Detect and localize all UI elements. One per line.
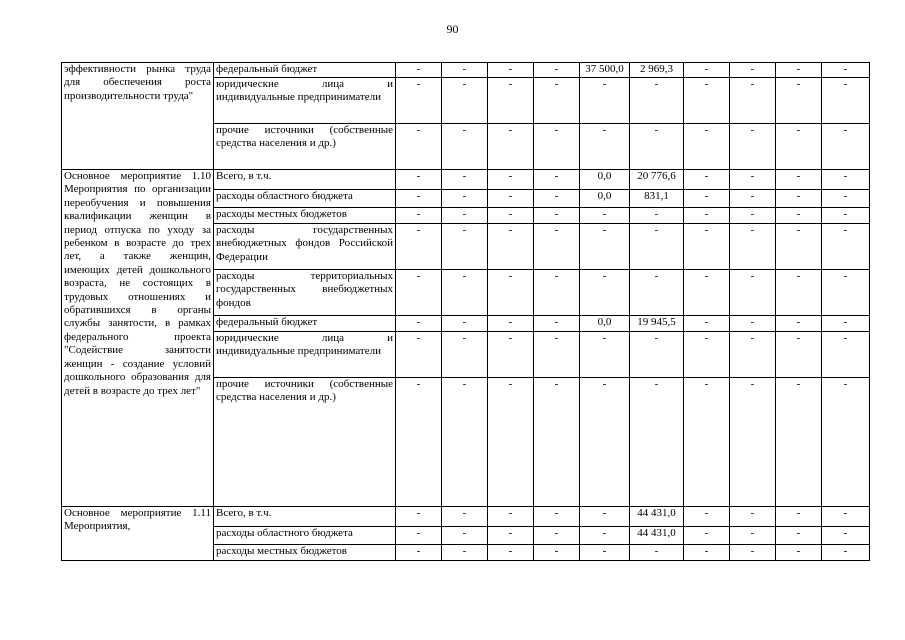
funding-source-cell: Всего, в т.ч. xyxy=(214,170,396,190)
funding-source-cell: расходы областного бюджета xyxy=(214,190,396,208)
value-cell: - xyxy=(488,378,534,507)
value-cell: 19 945,5 xyxy=(630,316,684,332)
value-cell: - xyxy=(684,316,730,332)
value-cell: - xyxy=(630,332,684,378)
value-cell: - xyxy=(442,378,488,507)
value-cell: - xyxy=(488,170,534,190)
value-cell: 2 969,3 xyxy=(630,63,684,78)
value-cell: - xyxy=(776,332,822,378)
object-cell: Основное мероприятие 1.11 Мероприятия, xyxy=(62,507,214,561)
value-cell: - xyxy=(776,170,822,190)
value-cell: - xyxy=(822,124,870,170)
value-cell: - xyxy=(488,190,534,208)
value-cell: - xyxy=(822,507,870,527)
value-cell: - xyxy=(580,527,630,545)
value-cell: - xyxy=(822,190,870,208)
value-cell: - xyxy=(630,124,684,170)
value-cell: - xyxy=(776,190,822,208)
value-cell: - xyxy=(822,224,870,270)
value-cell: - xyxy=(442,124,488,170)
value-cell: - xyxy=(730,270,776,316)
table-row xyxy=(62,507,870,527)
value-cell: 44 431,0 xyxy=(630,527,684,545)
value-cell: 831,1 xyxy=(630,190,684,208)
value-cell: - xyxy=(534,527,580,545)
value-cell: - xyxy=(822,316,870,332)
value-cell: - xyxy=(630,78,684,124)
value-cell: - xyxy=(684,378,730,507)
value-cell: - xyxy=(580,224,630,270)
value-cell: - xyxy=(630,378,684,507)
value-cell: - xyxy=(534,78,580,124)
value-cell: - xyxy=(580,78,630,124)
value-cell: - xyxy=(822,545,870,561)
value-cell: - xyxy=(534,208,580,224)
funding-source-cell: расходы местных бюджетов xyxy=(214,208,396,224)
value-cell: - xyxy=(442,208,488,224)
value-cell: - xyxy=(730,224,776,270)
value-cell: - xyxy=(488,270,534,316)
value-cell: - xyxy=(776,378,822,507)
value-cell: - xyxy=(684,332,730,378)
value-cell: - xyxy=(396,527,442,545)
value-cell: - xyxy=(580,507,630,527)
object-cell: Основное мероприятие 1.10 Мероприятия по организации переобучения и повышения квалификации женщин в период отпуска по уходу за ребенком в возрасте до трех лет, а также женщин, имеющих детей дошкольного возраста, не состоящих в трудовых отношениях и обратившихся в органы службы занятости, в рамках федерального проекта "Содействие занятости женщин - создание условий дошкольного образования для детей в возрасте до трех лет" xyxy=(62,170,214,507)
value-cell: - xyxy=(730,545,776,561)
value-cell: - xyxy=(776,527,822,545)
value-cell: - xyxy=(580,332,630,378)
value-cell: - xyxy=(534,332,580,378)
value-cell: - xyxy=(442,270,488,316)
funding-source-cell: федеральный бюджет xyxy=(214,316,396,332)
value-cell: - xyxy=(442,507,488,527)
value-cell: - xyxy=(580,124,630,170)
value-cell: - xyxy=(396,316,442,332)
value-cell: - xyxy=(534,124,580,170)
value-cell: - xyxy=(730,190,776,208)
value-cell: - xyxy=(396,332,442,378)
value-cell: - xyxy=(730,332,776,378)
table-row xyxy=(62,63,870,78)
value-cell: - xyxy=(822,63,870,78)
value-cell: - xyxy=(684,124,730,170)
value-cell: - xyxy=(684,507,730,527)
value-cell: - xyxy=(776,316,822,332)
value-cell: - xyxy=(684,545,730,561)
value-cell: - xyxy=(580,208,630,224)
value-cell: - xyxy=(442,316,488,332)
value-cell: - xyxy=(534,545,580,561)
value-cell: - xyxy=(396,224,442,270)
value-cell: - xyxy=(442,170,488,190)
funding-source-cell: юридические лица и индивидуальные предприниматели xyxy=(214,78,396,124)
value-cell: - xyxy=(776,63,822,78)
value-cell: - xyxy=(776,507,822,527)
value-cell: - xyxy=(730,378,776,507)
value-cell: - xyxy=(442,224,488,270)
value-cell: - xyxy=(396,378,442,507)
value-cell: - xyxy=(684,224,730,270)
value-cell: - xyxy=(730,507,776,527)
value-cell: 44 431,0 xyxy=(630,507,684,527)
value-cell: - xyxy=(684,63,730,78)
value-cell: - xyxy=(684,270,730,316)
value-cell: - xyxy=(442,63,488,78)
value-cell: - xyxy=(822,270,870,316)
value-cell: - xyxy=(776,545,822,561)
funding-source-cell: прочие источники (собственные средства населения и др.) xyxy=(214,378,396,507)
value-cell: - xyxy=(488,545,534,561)
value-cell: - xyxy=(730,527,776,545)
value-cell: - xyxy=(442,545,488,561)
value-cell: - xyxy=(776,224,822,270)
table-body xyxy=(62,63,870,561)
value-cell: - xyxy=(822,78,870,124)
value-cell: - xyxy=(488,78,534,124)
value-cell: - xyxy=(488,527,534,545)
value-cell: - xyxy=(396,208,442,224)
value-cell: - xyxy=(534,378,580,507)
value-cell: - xyxy=(822,332,870,378)
value-cell: - xyxy=(630,208,684,224)
value-cell: - xyxy=(730,170,776,190)
value-cell: - xyxy=(822,170,870,190)
value-cell: - xyxy=(534,316,580,332)
value-cell: 0,0 xyxy=(580,316,630,332)
value-cell: - xyxy=(630,224,684,270)
funding-source-cell: расходы областного бюджета xyxy=(214,527,396,545)
value-cell: - xyxy=(534,190,580,208)
value-cell: - xyxy=(630,270,684,316)
value-cell: - xyxy=(396,124,442,170)
funding-source-cell: расходы территориальных государственных внебюджетных фондов xyxy=(214,270,396,316)
budget-table xyxy=(61,62,870,561)
value-cell: - xyxy=(776,78,822,124)
funding-source-cell: федеральный бюджет xyxy=(214,63,396,78)
value-cell: - xyxy=(488,63,534,78)
value-cell: - xyxy=(534,507,580,527)
value-cell: - xyxy=(580,270,630,316)
value-cell: - xyxy=(822,378,870,507)
value-cell: - xyxy=(396,170,442,190)
value-cell: - xyxy=(488,332,534,378)
value-cell: 37 500,0 xyxy=(580,63,630,78)
funding-source-cell: прочие источники (собственные средства населения и др.) xyxy=(214,124,396,170)
value-cell: 20 776,6 xyxy=(630,170,684,190)
value-cell: - xyxy=(684,170,730,190)
funding-source-cell: расходы местных бюджетов xyxy=(214,545,396,561)
value-cell: - xyxy=(776,270,822,316)
value-cell: - xyxy=(534,63,580,78)
value-cell: - xyxy=(534,270,580,316)
value-cell: - xyxy=(684,527,730,545)
value-cell: - xyxy=(580,378,630,507)
value-cell: - xyxy=(776,208,822,224)
value-cell: - xyxy=(730,316,776,332)
value-cell: - xyxy=(488,208,534,224)
table-row xyxy=(62,170,870,190)
value-cell: - xyxy=(630,545,684,561)
funding-source-cell: юридические лица и индивидуальные предприниматели xyxy=(214,332,396,378)
value-cell: - xyxy=(442,527,488,545)
value-cell: - xyxy=(776,124,822,170)
value-cell: 0,0 xyxy=(580,170,630,190)
value-cell: - xyxy=(488,224,534,270)
value-cell: - xyxy=(396,507,442,527)
value-cell: - xyxy=(684,208,730,224)
value-cell: 0,0 xyxy=(580,190,630,208)
value-cell: - xyxy=(730,124,776,170)
funding-source-cell: расходы государственных внебюджетных фондов Российской Федерации xyxy=(214,224,396,270)
value-cell: - xyxy=(684,190,730,208)
value-cell: - xyxy=(442,332,488,378)
funding-source-cell: Всего, в т.ч. xyxy=(214,507,396,527)
object-cell: эффективности рынка труда для обеспечения роста производительности труда" xyxy=(62,63,214,170)
value-cell: - xyxy=(396,63,442,78)
value-cell: - xyxy=(534,170,580,190)
value-cell: - xyxy=(534,224,580,270)
value-cell: - xyxy=(488,124,534,170)
value-cell: - xyxy=(488,316,534,332)
value-cell: - xyxy=(684,78,730,124)
value-cell: - xyxy=(730,78,776,124)
page-number: 90 xyxy=(446,22,459,36)
value-cell: - xyxy=(822,208,870,224)
value-cell: - xyxy=(442,78,488,124)
value-cell: - xyxy=(488,507,534,527)
value-cell: - xyxy=(396,78,442,124)
value-cell: - xyxy=(730,208,776,224)
value-cell: - xyxy=(442,190,488,208)
value-cell: - xyxy=(822,527,870,545)
value-cell: - xyxy=(396,545,442,561)
value-cell: - xyxy=(396,270,442,316)
value-cell: - xyxy=(580,545,630,561)
value-cell: - xyxy=(396,190,442,208)
value-cell: - xyxy=(730,63,776,78)
